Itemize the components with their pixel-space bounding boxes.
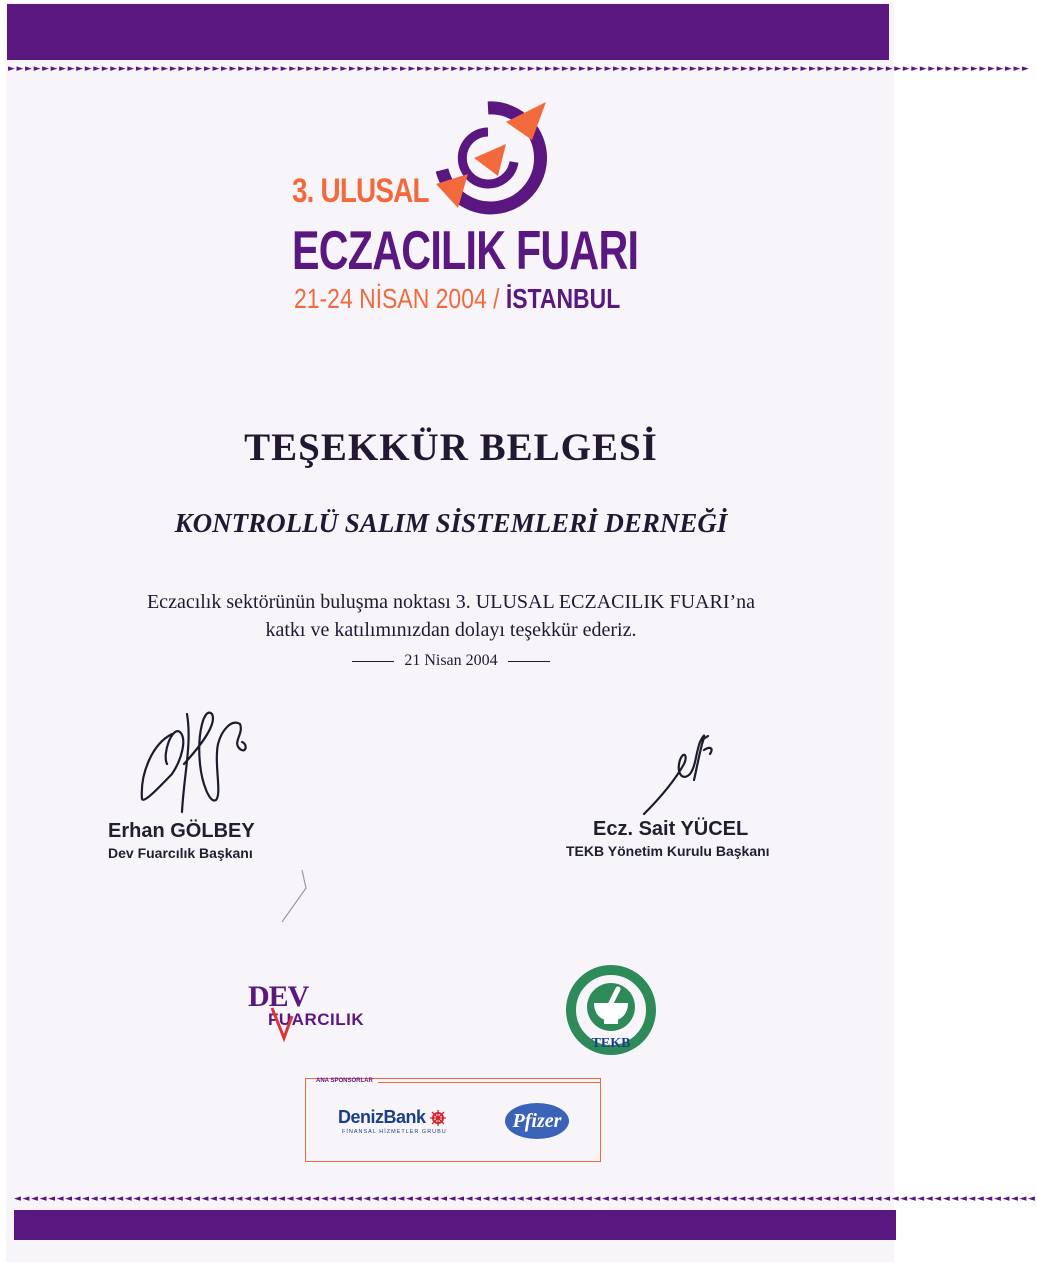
signature-yucel — [640, 728, 720, 818]
signatory-left-name: Erhan GÖLBEY — [108, 820, 255, 842]
event-name: ECZACILIK FUARI — [292, 219, 639, 281]
dev-logo-top: DEV — [248, 980, 309, 1013]
denizbank-name: DenizBank — [338, 1107, 426, 1127]
bottom-purple-band — [14, 1210, 896, 1240]
certificate-date: 21 Nisan 2004 — [404, 652, 498, 669]
event-date-range: 21-24 NİSAN 2004 / — [294, 283, 500, 314]
certificate-title: TEŞEKKÜR BELGESİ — [244, 426, 658, 469]
pfizer-logo: Pfizer — [505, 1103, 569, 1139]
tekb-logo — [566, 965, 656, 1055]
body-line-2: katkı ve katılımınızdan dolayı teşekkür ederiz. — [265, 619, 637, 641]
date-dash-left — [352, 661, 394, 662]
denizbank-tagline: FİNANSAL HİZMETLER GRUBU — [342, 1129, 447, 1135]
body-line-1: Eczacılık sektörünün buluşma noktası 3. ULUSAL ECZACILIK FUARI’na — [146, 591, 756, 613]
signatory-right-role: TEKB Yönetim Kurulu Başkanı — [566, 843, 770, 859]
denizbank-logo — [338, 1107, 446, 1128]
dev-fuarcilik-logo — [248, 970, 388, 1040]
paper-crease-mark — [278, 868, 308, 924]
ship-wheel-icon — [430, 1110, 446, 1126]
certificate-date-row — [0, 652, 902, 670]
signatory-right — [566, 818, 770, 859]
dev-logo-bottom: FUARCILIK — [268, 1010, 365, 1029]
certificate-body — [0, 588, 902, 644]
recipient-name: KONTROLLÜ SALIM SİSTEMLERİ DERNEĞİ — [174, 508, 728, 538]
mortar-pestle-icon — [566, 965, 656, 1055]
swirl-arrows-icon — [428, 100, 548, 215]
signatory-right-name: Ecz. Sait YÜCEL — [593, 818, 749, 840]
event-logo — [288, 100, 639, 330]
sponsors-heading: ANA SPONSORLAR — [316, 1078, 373, 1084]
sponsors-heading-rule — [378, 1082, 601, 1083]
bottom-arrow-border: ◄◄◄◄◄◄◄◄◄◄◄◄◄◄◄◄◄◄◄◄◄◄◄◄◄◄◄◄◄◄◄◄◄◄◄◄◄◄◄◄◄◄◄◄◄◄◄◄◄◄◄◄◄◄◄◄◄◄◄◄◄◄◄◄◄◄◄◄◄◄◄◄◄◄◄◄◄◄◄◄◄◄◄◄◄◄◄◄◄◄◄◄◄◄◄◄◄◄◄◄◄◄◄◄◄◄◄◄◄◄◄◄◄◄◄◄◄◄◄◄ — [14, 1194, 1037, 1204]
date-dash-right — [508, 661, 550, 662]
signatory-left-role: Dev Fuarcılık Başkanı — [108, 845, 253, 861]
signatory-left — [108, 820, 255, 861]
dev-logo-accent — [270, 1006, 300, 1040]
event-edition: 3. ULUSAL — [292, 172, 429, 210]
event-dates — [294, 283, 620, 315]
sponsors-panel — [305, 1078, 601, 1162]
tekb-label: TEKB — [591, 1036, 631, 1051]
top-purple-band — [7, 4, 889, 60]
signature-golbey — [132, 704, 252, 816]
top-arrow-border: ►►►►►►►►►►►►►►►►►►►►►►►►►►►►►►►►►►►►►►►►►►►►►►►►►►►►►►►►►►►►►►►►►►►►►►►►►►►►►►►►►►►►►►►►►►►►►►►►►►►►►►►►►►►►►►►►►►►►►►►► — [8, 64, 1031, 74]
event-city: İSTANBUL — [505, 283, 621, 314]
